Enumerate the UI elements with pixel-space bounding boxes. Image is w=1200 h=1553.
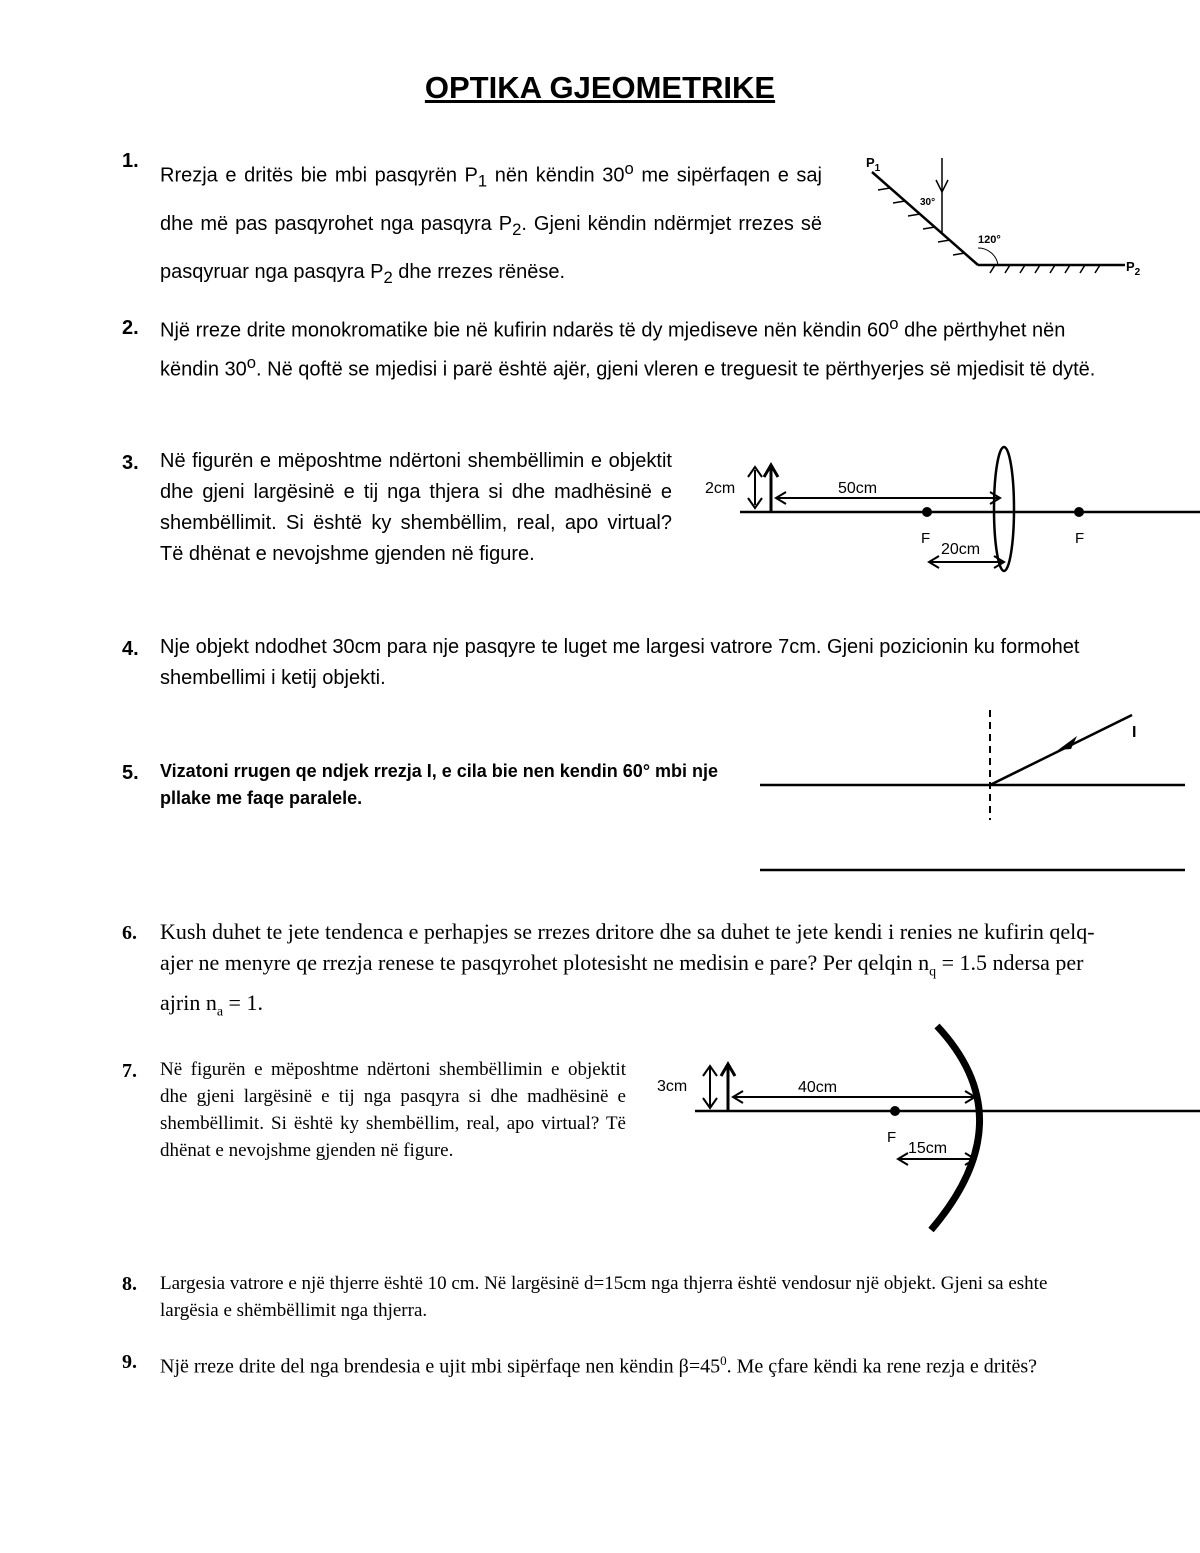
question-number: 1. [122,150,139,172]
question-number: 6. [122,922,137,944]
object-height-label: 2cm [705,480,736,497]
question-6-text: Kush duhet te jete tendenca e perhapjes se rrezes dritore dhe sa duhet te jete kendi i renies ne kufirin qelq-ajer ne menyre qe rrezja renese te pasqyrohet plotesisht ne medisin e pare? Per qelqin $n_q = 1.5$ ndersa per ajrin $n_a = 1$. [160,919,1095,1020]
mirror-figure [860,150,1150,285]
question-4-text: Nje objekt ndodhet 30cm para nje pasqyre te luget me largesi vatrore 7cm. Gjeni pozicionin ku formohet shembellimi i ketij objekti. [160,636,1080,689]
lens-figure [700,445,1200,575]
question-5-text: Vizatoni rrugen qe ndjek rrezja I, e cila bie nen kendin 60° mbi nje pllake me faqe paralele. [160,761,719,808]
question-number: 8. [122,1273,137,1295]
question-3-text: Në figurën e mëposhtme ndërtoni shembëllimin e objektit dhe gjeni largësinë e tij nga thjera si dhe madhësinë e shembëllimit. Si është ky shembëllim, real, apo virtual? Të dhënat e nevojshme gjenden në figure. [160,450,672,565]
angle-label: 30° [920,197,936,208]
question-8-text: Largesia vatrore e një thjerre është 10 cm. Në largësinë d=15cm nga thjerra është vendosur një objekt. Gjeni sa eshte largësia e shëmbëllimit nga thjerra. [160,1273,1048,1321]
ray-label: I [1132,724,1137,741]
question-number: 9. [122,1351,137,1373]
question-7-text: Në figurën e mëposhtme ndërtoni shembëllimin e objektit dhe gjeni largësinë e tij nga pasqyra si dhe madhësinë e shembëllimit. Si është ky shembëllim, real, apo virtual? Të dhënat e nevojshme gjenden në figure. [160,1059,626,1161]
question-9-text: Një rreze drite del nga brendesia e ujit mbi sipërfaqe nen këndin $\beta=45^0$. Me çfare këndi ka rene rezja e dritës? [160,1353,1038,1378]
question-1-text: Rrezja e dritës bie mbi pasqyrën $P_1$ nën këndin 30$^o$ me sipërfaqen e saj dhe më pas pasqyrohet nga pasqyra $P_2$. Gjeni këndin ndërmjet rrezes së pasqyruar nga pasqyra $P_2$ dhe rrezes rënëse. [160,159,822,287]
question-number: 2. [122,317,139,339]
angle-label: 120° [978,234,1001,246]
focus-label: F [887,1129,897,1146]
object-height-label: 3cm [657,1078,688,1095]
focus-right-label: F [1075,530,1085,547]
page-title: OPTIKA GJEOMETRIKE [424,70,776,105]
object-distance-label: 40cm [798,1079,838,1096]
question-number: 7. [122,1060,137,1082]
mirror-concave-figure [655,1020,1200,1235]
focus-left-label: F [921,530,931,547]
question-2-text: Një rreze drite monokromatike bie në kufirin ndarës të dy mjediseve nën këndin 60$^o$ dhe përthyhet nën këndin 30$^o$. Në qoftë se mjedisi i parë është ajër, gjeni vleren e treguesit te përthyerjes së mjedisit të dytë. [160,314,1096,381]
question-number: 5. [122,762,139,784]
focal-distance-label: 15cm [908,1140,948,1157]
object-distance-label: 50cm [838,480,878,497]
question-number: 3. [122,452,139,474]
plate-figure [755,705,1195,875]
question-number: 4. [122,638,139,660]
p2-label: $P_2$ [1126,259,1141,278]
p1-label: $P_1$ [866,155,881,174]
focal-distance-label: 20cm [941,541,981,558]
